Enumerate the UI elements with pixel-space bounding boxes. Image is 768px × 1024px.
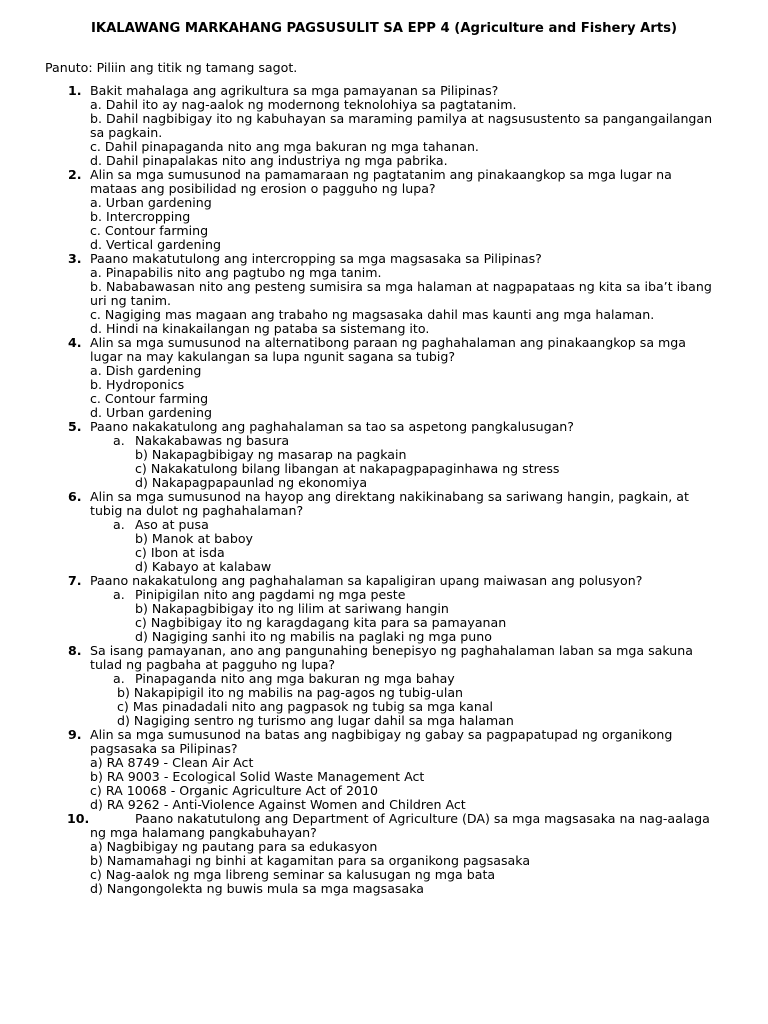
question-stem: Paano nakakatulong ang paghahalaman sa tao sa aspetong pangkalusugan? [90, 419, 574, 434]
question-stem: Alin sa mga sumusunod na pamamaraan ng pagtatanim ang pinakaangkop sa mga lugar na mataas ang posibilidad ng erosion o pagguho ng lupa? [90, 167, 672, 196]
question-7 [0, 574, 768, 644]
option-b: b) Manok at baboy [135, 531, 253, 546]
question-stem: Paano nakatutulong ang Department of Agriculture (DA) sa mga magsasaka na nag-aalaga ng mga halamang pangkabuhayan? [90, 811, 710, 840]
question-9 [0, 728, 768, 812]
option-c: c) Ibon at isda [135, 545, 225, 560]
question-stem: Alin sa mga sumusunod na batas ang nagbibigay ng gabay sa pagpapatupad ng organikong pagsasaka sa Pilipinas? [90, 727, 673, 756]
question-list [0, 84, 768, 896]
option-b: b) Nakapagbibigay ito ng lilim at sariwang hangin [135, 601, 449, 616]
option-d: d) Nakapagpapaunlad ng ekonomiya [135, 475, 368, 490]
option-b: b. Hydroponics [90, 377, 185, 392]
question-number: 8. [68, 643, 82, 658]
option-b: b. Intercropping [90, 209, 191, 224]
option-b: b. Nababawasan nito ang pesteng sumisira sa mga halaman at nagpapataas ng kita sa iba’t ibang uri ng tanim. [90, 279, 712, 308]
question-stem: Paano nakakatulong ang paghahalaman sa kapaligiran upang maiwasan ang polusyon? [90, 573, 643, 588]
exam-title: IKALAWANG MARKAHANG PAGSUSULIT SA EPP 4 (Agriculture and Fishery Arts) [90, 21, 678, 36]
option-letter: a. [113, 433, 125, 448]
question-1 [0, 84, 768, 168]
option-a: a. Urban gardening [90, 195, 212, 210]
question-5 [0, 420, 768, 490]
option-text: Pinipigilan nito ang pagdami ng mga peste [135, 587, 406, 602]
option-b: b. Dahil nagbibigay ito ng kabuhayan sa maraming pamilya at nagsusustento sa pangangailangan sa pagkain. [90, 111, 713, 140]
question-stem: Bakit mahalaga ang agrikultura sa mga pamayanan sa Pilipinas? [90, 83, 499, 98]
option-a: a. Dahil ito ay nag-aalok ng modernong teknolohiya sa pagtatanim. [90, 97, 517, 112]
option-a [113, 588, 768, 602]
option-b: b) RA 9003 - Ecological Solid Waste Management Act [90, 769, 425, 784]
option-d: d) RA 9262 - Anti-Violence Against Women and Children Act [90, 797, 466, 812]
option-a: a. Dish gardening [90, 363, 202, 378]
option-c: c. Nagiging mas magaan ang trabaho ng magsasaka dahil mas kaunti ang mga halaman. [90, 307, 655, 322]
option-a: a) RA 8749 - Clean Air Act [90, 755, 254, 770]
option-b: b) Nakapipigil ito ng mabilis na pag-agos ng tubig-ulan [117, 685, 464, 700]
option-c: c) Mas pinadadali nito ang pagpasok ng tubig sa mga kanal [117, 699, 494, 714]
question-number: 1. [68, 83, 82, 98]
option-d: d) Nangongolekta ng buwis mula sa mga magsasaka [90, 881, 424, 896]
question-number: 2. [68, 167, 82, 182]
option-letter: a. [113, 671, 125, 686]
option-b: b) Namamahagi ng binhi at kagamitan para sa organikong pagsasaka [90, 853, 531, 868]
question-number: 4. [68, 335, 82, 350]
option-letter: a. [113, 517, 125, 532]
question-number: 3. [68, 251, 82, 266]
question-number: 9. [68, 727, 82, 742]
option-d: d) Kabayo at kalabaw [135, 559, 272, 574]
option-a [113, 434, 768, 448]
question-stem: Sa isang pamayanan, ano ang pangunahing benepisyo ng paghahalaman laban sa mga sakuna tulad ng pagbaha at pagguho ng lupa? [90, 643, 693, 672]
question-6 [0, 490, 768, 574]
option-text: Aso at pusa [135, 517, 209, 532]
question-10 [0, 812, 768, 896]
question-number: 7. [68, 573, 82, 588]
instructions: Panuto: Piliin ang titik ng tamang sagot. [45, 60, 298, 75]
option-a [113, 672, 768, 686]
option-c: c. Contour farming [90, 223, 209, 238]
question-2 [0, 168, 768, 252]
question-number: 10. [67, 811, 90, 826]
option-d: d. Hindi na kinakailangan ng pataba sa sistemang ito. [90, 321, 430, 336]
option-a [113, 518, 768, 532]
option-text: Pinapaganda nito ang mga bakuran ng mga bahay [135, 671, 455, 686]
question-4 [0, 336, 768, 420]
option-c: c. Contour farming [90, 391, 209, 406]
option-a: a. Pinapabilis nito ang pagtubo ng mga tanim. [90, 265, 382, 280]
option-c: c. Dahil pinapaganda nito ang mga bakuran ng mga tahanan. [90, 139, 479, 154]
option-d: d) Nagiging sanhi ito ng mabilis na paglaki ng mga puno [135, 629, 492, 644]
option-d: d. Dahil pinapalakas nito ang industriya ng mga pabrika. [90, 153, 448, 168]
question-stem: Alin sa mga sumusunod na alternatibong paraan ng paghahalaman ang pinakaangkop sa mga lugar na may kakulangan sa lupa ngunit sagana sa tubig? [90, 335, 687, 364]
option-c: c) Nagbibigay ito ng karagdagang kita para sa pamayanan [135, 615, 507, 630]
option-d: d. Urban gardening [90, 405, 212, 420]
option-d: d) Nagiging sentro ng turismo ang lugar dahil sa mga halaman [117, 713, 514, 728]
option-letter: a. [113, 587, 125, 602]
question-number: 5. [68, 419, 82, 434]
option-c: c) RA 10068 - Organic Agriculture Act of 2010 [90, 783, 379, 798]
option-c: c) Nag-aalok ng mga libreng seminar sa kalusugan ng mga bata [90, 867, 496, 882]
question-8 [0, 644, 768, 728]
option-d: d. Vertical gardening [90, 237, 222, 252]
question-stem: Alin sa mga sumusunod na hayop ang direktang nakikinabang sa sariwang hangin, pagkain, at tubig na dulot ng paghahalaman? [90, 489, 689, 518]
question-stem: Paano makatutulong ang intercropping sa mga magsasaka sa Pilipinas? [90, 251, 542, 266]
question-3 [0, 252, 768, 336]
option-a: a) Nagbibigay ng pautang para sa edukasyon [90, 839, 378, 854]
option-text: Nakakabawas ng basura [135, 433, 290, 448]
question-number: 6. [68, 489, 82, 504]
option-c: c) Nakakatulong bilang libangan at nakapagpapaginhawa ng stress [135, 461, 560, 476]
option-b: b) Nakapagbibigay ng masarap na pagkain [135, 447, 407, 462]
